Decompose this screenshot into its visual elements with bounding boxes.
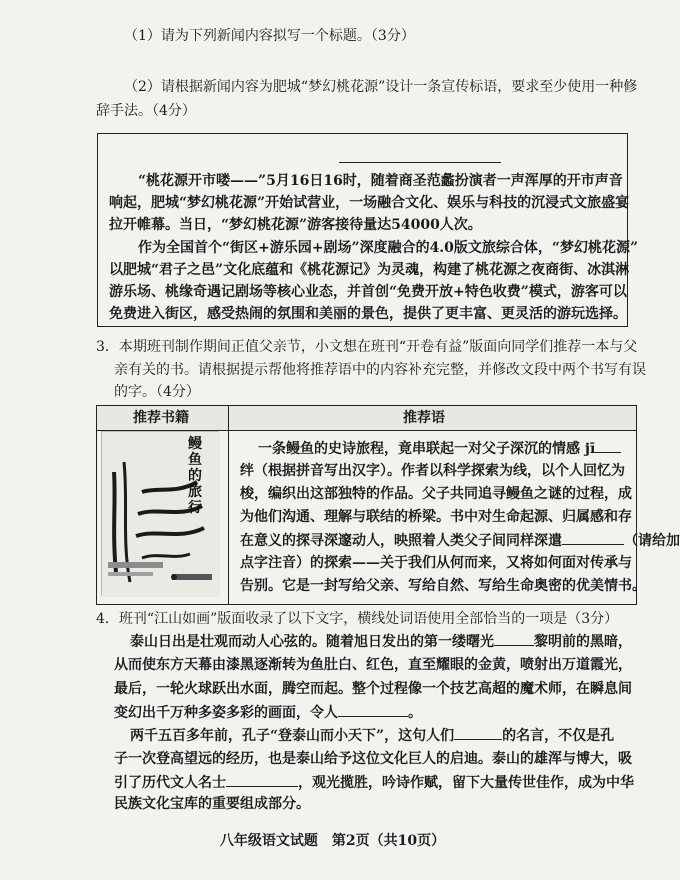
book-cover-title: 鳗鱼的旅行 — [188, 436, 202, 516]
q4-p2-line1-b: 的名言，不仅是孔 — [502, 728, 615, 744]
rec-line-3: 梭，编织出这部独特的作品。父子共同追寻鳗鱼之谜的过程，成 — [240, 486, 632, 502]
q4-p2-line1-a: 两千五百多年前，孔子“登泰山而小天下”，这句人们 — [130, 728, 455, 744]
q4-p1-line3: 最后，一轮火球跃出水面，腾空而起。整个过程像一个技艺高超的魔术师，在瞬息间 — [114, 681, 632, 697]
rec-line-2: 绊（根据拼音写出汉字）。作者以科学探索为线，以个人回忆为 — [240, 463, 625, 479]
q4-blank-4 — [226, 772, 298, 787]
q4-p1-line1-b: 黎明前的黑暗， — [534, 634, 632, 650]
q4-p2-line2: 子一次登高望远的经历，也是泰山给予这位文化巨人的启迪。泰山的雄浑与博大，吸 — [114, 751, 632, 767]
q4-p2-line3-a: 引了历代文人名士 — [114, 775, 226, 791]
news-p1-line1: “桃花源开市喽——”5月16日16时，随着商圣范蠡扮演者一声浑厚的开市声音 — [138, 173, 623, 189]
news-p1-line3: 拉开帷幕。当日，“梦幻桃花源”游客接待量达54000人次。 — [109, 217, 482, 233]
q4-p1-line2: 从而使东方天幕由漆黑逐渐转为鱼肚白、红色，直至耀眼的金黄，喷射出万道霞光， — [114, 657, 632, 673]
rec-line-7: 告别。它是一封写给父亲、写给自然、写给生命奥密的优美情书。 — [240, 578, 646, 594]
news-title-blank-line — [339, 162, 501, 163]
q3-line3: 的字。（4分） — [114, 384, 200, 400]
q3-line1: 3．本期班刊制作期间正值父亲节，小文想在班刊“开卷有益”版面向同学们推荐一本与父 — [96, 339, 638, 355]
q4-p2-line4: 民族文化宝库的重要组成部分。 — [114, 796, 310, 812]
rec-line-4: 为他们沟通、理解与联结的桥梁。书中对生命起源、归属感和存 — [240, 509, 632, 525]
rec-blank-pinyin — [595, 438, 621, 453]
q4-p1-line1 — [130, 631, 632, 652]
q4-line1: 4．班刊“江山如画”版面收录了以下文字，横线处词语使用全部恰当的一项是（3分） — [96, 611, 619, 627]
q2-sub1: （1）请为下列新闻内容拟写一个标题。（3分） — [124, 28, 415, 44]
news-p1-line2: 响起，肥城“梦幻桃花源”开始试营业，一场融合文化、娱乐与科技的沉浸式文旅盛宴 — [109, 195, 630, 211]
rec-line-5-text: 在意义的探寻深邃动人，映照着人类父子间同样深遣 — [240, 533, 562, 549]
rec-blank-phonetic — [562, 530, 624, 545]
table-header-book: 推荐书籍 — [133, 410, 189, 426]
q2-sub2-line1: （2）请根据新闻内容为肥城“梦幻桃花源”设计一条宣传标语，要求至少使用一种修 — [124, 79, 638, 95]
q4-p1-line1-a: 泰山日出是壮观而动人心弦的。随着旭日发出的第一缕曙光 — [130, 634, 494, 650]
q4-p2-line1 — [130, 725, 614, 746]
news-p2-line1: 作为全国首个“街区+游乐园+剧场”深度融合的4.0版文旅综合体，“梦幻桃花源” — [138, 240, 639, 256]
q4-blank-3 — [454, 725, 502, 740]
page-footer: 八年级语文试题 第2页（共10页） — [219, 833, 446, 849]
book-cover-image — [101, 431, 219, 596]
rec-line-6: 点字注音）的探索——关于我们从何而来，又将如何面对传承与 — [240, 555, 632, 571]
news-p2-line2: 以肥城“君子之邑”文化底蕴和《桃花源记》为灵魂，构建了桃花源之夜商街、冰淇淋 — [109, 262, 630, 278]
rec-line-1-text: 一条鳗鱼的史诗旅程，竟串联起一对父子深沉的情感 jī — [258, 441, 596, 457]
rec-line-1 — [258, 438, 621, 459]
q3-line2: 亲有关的书。请根据提示帮他将推荐语中的内容补充完整，并修改文段中两个书写有误 — [114, 362, 646, 378]
q4-p1-line4 — [114, 702, 422, 723]
rec-line-5-hint: （请给加 — [624, 533, 680, 549]
table-column-divider — [228, 406, 229, 604]
q4-p2-line3 — [114, 772, 634, 793]
q4-blank-2 — [338, 702, 408, 717]
rec-line-5 — [240, 530, 680, 551]
q4-blank-1 — [494, 631, 534, 646]
q4-p2-line3-b: ，观光揽胜，吟诗作赋，留下大量传世佳作，成为中华 — [298, 775, 634, 791]
table-header-recommendation: 推荐语 — [403, 410, 445, 426]
q2-sub2-line2: 辞手法。（4分） — [96, 103, 196, 119]
q4-p1-line4-a: 变幻出千万种多姿多彩的画面，令人 — [114, 705, 338, 721]
news-p2-line4: 免费进入街区，感受热闹的氛围和美丽的景色，提供了更丰富、更灵活的游玩选择。 — [109, 306, 627, 322]
news-p2-line3: 游乐场、桃缘奇遇记剧场等核心业态，并首创“免费开放+特色收费”模式，游客可以 — [109, 284, 627, 300]
q4-p1-line4-b: 。 — [408, 705, 422, 721]
